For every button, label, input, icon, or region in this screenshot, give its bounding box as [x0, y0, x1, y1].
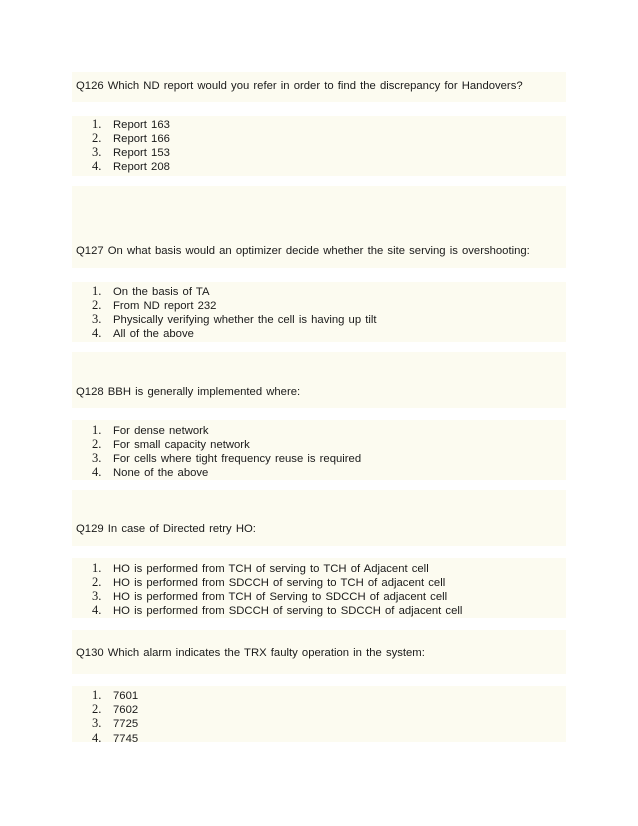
question-126-option-3: [92, 145, 170, 160]
question-130-option-3: [92, 716, 138, 731]
option-label: For small capacity network: [113, 439, 250, 451]
option-label: Report 208: [113, 161, 170, 173]
option-label: HO is performed from TCH of Serving to SDCCH of adjacent cell: [113, 591, 448, 603]
option-number: 4.: [92, 603, 102, 617]
question-130-option-1: [92, 688, 138, 703]
question-128-option-4: [92, 465, 208, 480]
question-129-option-2: [92, 575, 445, 590]
option-label: 7745: [113, 733, 139, 745]
option-label: Report 153: [113, 147, 170, 159]
option-number: 1.: [92, 561, 102, 575]
question-126-text: Q126 Which ND report would you refer in order to find the discrepancy for Handovers?: [76, 80, 523, 92]
option-number: 3.: [92, 451, 102, 465]
question-128-text: Q128 BBH is generally implemented where:: [76, 386, 301, 398]
option-number: 1.: [92, 688, 102, 702]
option-number: 4.: [92, 465, 102, 479]
q128-question-band: [72, 352, 566, 408]
option-number: 3.: [92, 145, 102, 159]
option-number: 2.: [92, 437, 102, 451]
question-129-text: Q129 In case of Directed retry HO:: [76, 523, 256, 535]
question-127-option-2: [92, 298, 216, 313]
option-number: 2.: [92, 702, 102, 716]
question-127-option-3: [92, 312, 377, 327]
question-129-option-4: [92, 603, 462, 618]
option-label: 7602: [113, 704, 139, 716]
option-number: 4.: [92, 326, 102, 340]
option-label: 7601: [113, 690, 139, 702]
option-label: Report 163: [113, 119, 170, 131]
option-number: 3.: [92, 589, 102, 603]
option-number: 2.: [92, 131, 102, 145]
question-128-option-2: [92, 437, 250, 452]
option-label: For cells where tight frequency reuse is required: [113, 453, 362, 465]
question-127-option-4: [92, 326, 194, 341]
option-number: 4.: [92, 159, 102, 173]
option-number: 4.: [92, 731, 102, 745]
option-label: HO is performed from TCH of serving to TCH of Adjacent cell: [113, 563, 429, 575]
option-label: Physically verifying whether the cell is having up tilt: [113, 314, 377, 326]
question-129-option-1: [92, 561, 429, 576]
question-126-option-4: [92, 159, 170, 174]
option-label: HO is performed from SDCCH of serving to TCH of adjacent cell: [113, 577, 446, 589]
option-label: All of the above: [113, 328, 194, 340]
option-label: On the basis of TA: [113, 286, 210, 298]
option-label: None of the above: [113, 467, 209, 479]
option-number: 1.: [92, 423, 102, 437]
option-label: From ND report 232: [113, 300, 217, 312]
question-130-text: Q130 Which alarm indicates the TRX faulty operation in the system:: [76, 647, 425, 659]
option-label: For dense network: [113, 425, 209, 437]
option-number: 1.: [92, 284, 102, 298]
option-number: 3.: [92, 716, 102, 730]
question-128-option-1: [92, 423, 209, 438]
question-130-option-4: [92, 731, 138, 746]
question-126-option-2: [92, 131, 170, 146]
option-number: 2.: [92, 298, 102, 312]
question-127-option-1: [92, 284, 210, 299]
option-label: 7725: [113, 718, 139, 730]
question-127-text: Q127 On what basis would an optimizer decide whether the site serving is overshooting:: [76, 245, 530, 257]
question-128-option-3: [92, 451, 361, 466]
question-129-option-3: [92, 589, 447, 604]
option-label: Report 166: [113, 133, 170, 145]
option-number: 3.: [92, 312, 102, 326]
option-number: 2.: [92, 575, 102, 589]
option-label: HO is performed from SDCCH of serving to SDCCH of adjacent cell: [113, 605, 463, 617]
question-126-option-1: [92, 117, 170, 132]
option-number: 1.: [92, 117, 102, 131]
question-130-option-2: [92, 702, 138, 717]
q130-options-band: [72, 686, 566, 742]
q129-question-band: [72, 490, 566, 546]
